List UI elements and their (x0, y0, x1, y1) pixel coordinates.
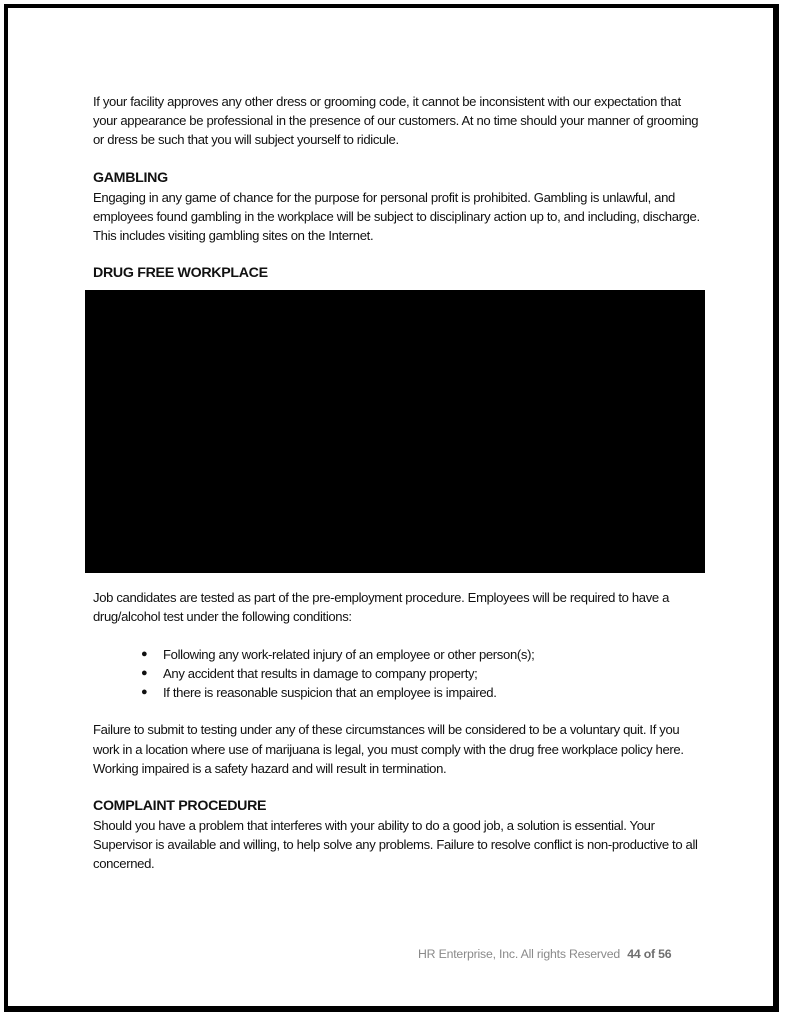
page-footer (418, 947, 671, 961)
bullet-icon: ● (141, 667, 148, 680)
drug-free-workplace-heading: DRUG FREE WORKPLACE (93, 265, 268, 282)
complaint-procedure-paragraph: Should you have a problem that interferes with your ability to do a good job, a solution is essential. Your Supervisor is available and willing, to help solve any problems. Failure to resolve conflict is non-productive to all concerned. (93, 818, 698, 872)
list-item (141, 664, 705, 683)
gambling-paragraph: Engaging in any game of chance for the purpose for personal profit is prohibited. Gambling is unlawful, and employees found gambling in the workplace will be subject to disciplinary action up to, and including, discharge. This includes visiting gambling sites on the Internet. (93, 189, 700, 244)
testing-conditions-list (93, 645, 705, 702)
redacted-block (85, 290, 705, 573)
document-body-bottom (93, 588, 705, 874)
bullet-icon: ● (141, 648, 148, 661)
copyright-text: HR Enterprise, Inc. All rights Reserved (418, 947, 621, 961)
dress-code-paragraph: If your facility approves any other dress or grooming code, it cannot be inconsistent with our expectation that your appearance be professional in the presence of our customers. At no time should your manner of grooming or dress be such that you will subject yourself to ridicule. (93, 94, 699, 148)
condition-text: Following any work-related injury of an employee or other person(s); (163, 647, 535, 663)
condition-text: If there is reasonable suspicion that an employee is impaired. (163, 685, 497, 701)
list-item (141, 683, 705, 702)
complaint-procedure-heading: COMPLAINT PROCEDURE (93, 798, 267, 815)
condition-text: Any accident that results in damage to company property; (163, 666, 478, 682)
list-item (141, 645, 705, 664)
gambling-heading: GAMBLING (93, 169, 168, 186)
testing-failure-paragraph: Failure to submit to testing under any of these circumstances will be considered to be a voluntary quit. If you work in a location where use of marijuana is legal, you must comply with the drug free workplace policy here. Working impaired is a safety hazard and will result in termination. (93, 722, 684, 776)
document-body-top (93, 92, 705, 283)
page-number: 44 of 56 (627, 947, 672, 961)
bullet-icon: ● (141, 686, 148, 699)
drug-testing-paragraph: Job candidates are tested as part of the pre-employment procedure. Employees will be required to have a drug/alcohol test under the following conditions: (93, 590, 670, 625)
